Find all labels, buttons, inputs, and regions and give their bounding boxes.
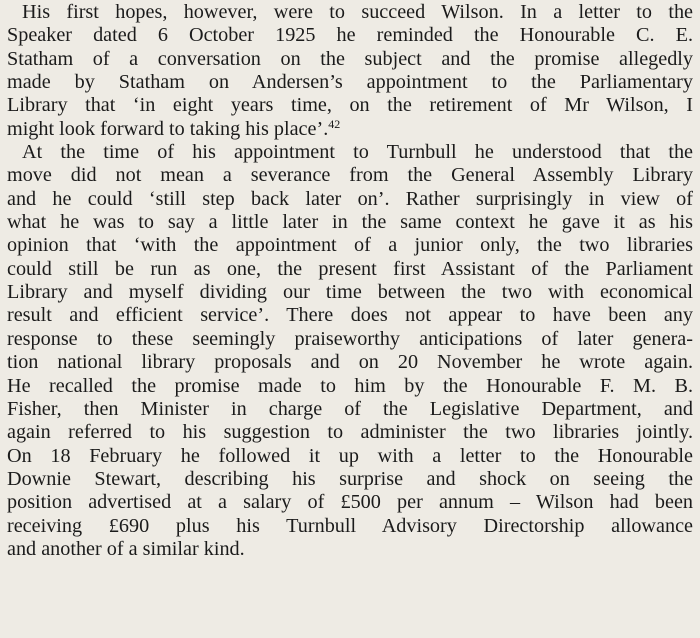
text-line: receiving £690 plus his Turnbull Advisory Directorship allowance	[7, 514, 693, 537]
text-line: result and efficient service’. There does not appear to have been any	[7, 304, 693, 327]
text-line: On 18 February he followed it up with a letter to the Honourable	[7, 444, 693, 467]
text-line: Speaker dated 6 October 1925 he reminded the Honourable C. E.	[7, 24, 693, 47]
text-line: move did not mean a severance from the General Assembly Library	[7, 164, 693, 187]
footnote-marker: 42	[328, 116, 341, 131]
text-line: Library and myself dividing our time between the two with economical	[7, 281, 693, 304]
text-line: At the time of his appointment to Turnbull he understood that the	[22, 141, 693, 164]
text-line: Statham of a conversation on the subject and the promise allegedly	[7, 47, 693, 70]
body-text	[7, 1, 693, 561]
text-line: made by Statham on Andersen’s appointment to the Parliamentary	[7, 71, 693, 94]
text-line: response to these seemingly praiseworthy anticipations of later genera-	[7, 327, 693, 350]
text-line: could still be run as one, the present first Assistant of the Parliament	[7, 257, 693, 280]
paragraph-2	[7, 141, 693, 561]
text-line: Fisher, then Minister in charge of the Legislative Department, and	[7, 397, 693, 420]
text-line: again referred to his suggestion to administer the two libraries jointly.	[7, 421, 693, 444]
text-line: Library that ‘in eight years time, on the retirement of Mr Wilson, I	[7, 94, 693, 117]
text-line: and he could ‘still step back later on’. Rather surprisingly in view of	[7, 187, 693, 210]
text-line: what he was to say a little later in the same context he gave it as his	[7, 211, 693, 234]
paragraph-1	[7, 1, 693, 141]
text-line-content: might look forward to taking his place’.	[7, 117, 329, 140]
text-line-last	[7, 118, 693, 141]
text-line: tion national library proposals and on 20 November he wrote again.	[7, 351, 693, 374]
text-line-last: and another of a similar kind.	[7, 537, 245, 560]
text-line: position advertised at a salary of £500 per annum – Wilson had been	[7, 491, 693, 514]
text-line: He recalled the promise made to him by the Honourable F. M. B.	[7, 374, 693, 397]
text-line: Downie Stewart, describing his surprise and shock on seeing the	[7, 467, 693, 490]
text-line: His first hopes, however, were to succeed Wilson. In a letter to the	[22, 1, 693, 23]
text-line: opinion that ‘with the appointment of a junior only, the two libraries	[7, 234, 693, 257]
